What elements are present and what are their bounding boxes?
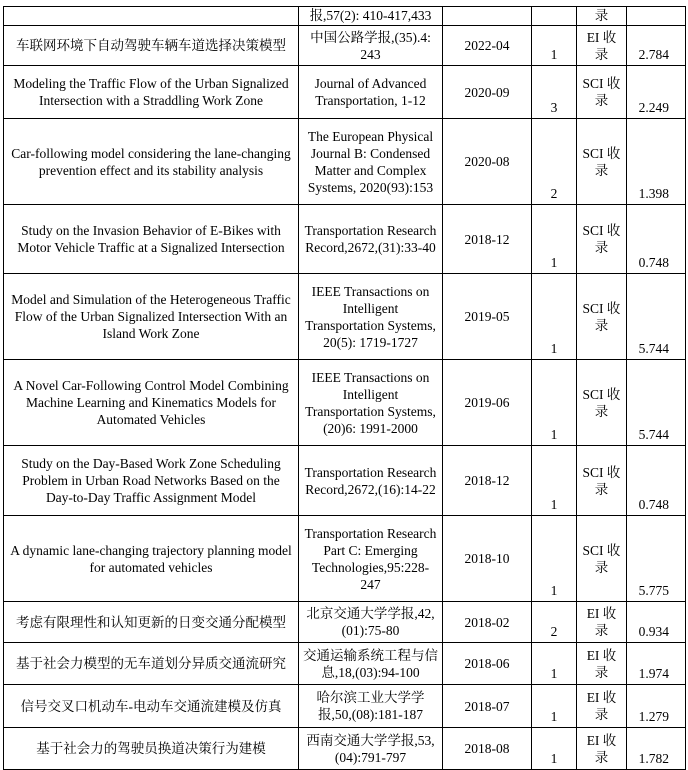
impact-factor-cell: 0.934 (627, 602, 686, 643)
count-cell: 1 (532, 274, 577, 360)
paper-title-cell: 信号交叉口机动车-电动车交通流建模及仿真 (4, 685, 299, 728)
venue-cell: 哈尔滨工业大学学报,50,(08):181-187 (299, 685, 443, 728)
paper-title-cell: Model and Simulation of the Heterogeneous Traffic Flow of the Urban Signalized Intersection With an Island Work Zone (4, 274, 299, 360)
index-cell: SCI 收录 (577, 516, 627, 602)
table-row (4, 119, 686, 205)
paper-title-cell: A Novel Car-Following Control Model Combining Machine Learning and Kinematics Models for Automated Vehicles (4, 360, 299, 446)
date-cell: 2020-09 (443, 66, 532, 119)
venue-cell: The European Physical Journal B: Condensed Matter and Complex Systems, 2020(93):153 (299, 119, 443, 205)
table-row (4, 728, 686, 770)
paper-title-cell (4, 7, 299, 26)
count-cell: 1 (532, 360, 577, 446)
impact-factor-cell: 0.748 (627, 205, 686, 274)
venue-cell: Transportation Research Part C: Emerging Technologies,95:228-247 (299, 516, 443, 602)
impact-factor-cell: 5.775 (627, 516, 686, 602)
date-cell: 2018-12 (443, 446, 532, 516)
table-row (4, 66, 686, 119)
impact-factor-cell: 2.784 (627, 26, 686, 66)
publication-table-body (4, 7, 686, 770)
index-cell: SCI 收录 (577, 119, 627, 205)
venue-cell: IEEE Transactions on Intelligent Transportation Systems, 20(5): 1719-1727 (299, 274, 443, 360)
index-cell: SCI 收录 (577, 360, 627, 446)
publication-table (3, 6, 686, 770)
paper-title-cell: 考虑有限理性和认知更新的日变交通分配模型 (4, 602, 299, 643)
count-cell: 1 (532, 643, 577, 685)
count-cell (532, 7, 577, 26)
index-cell: EI 收录 (577, 728, 627, 770)
venue-cell: 交通运输系统工程与信息,18,(03):94-100 (299, 643, 443, 685)
count-cell: 3 (532, 66, 577, 119)
impact-factor-cell: 1.782 (627, 728, 686, 770)
venue-cell: 报,57(2): 410-417,433 (299, 7, 443, 26)
date-cell: 2018-02 (443, 602, 532, 643)
count-cell: 1 (532, 26, 577, 66)
impact-factor-cell: 5.744 (627, 274, 686, 360)
paper-title-cell: 基于社会力模型的无车道划分异质交通流研究 (4, 643, 299, 685)
date-cell (443, 7, 532, 26)
paper-title-cell: 基于社会力的驾驶员换道决策行为建模 (4, 728, 299, 770)
table-row (4, 274, 686, 360)
index-cell: SCI 收录 (577, 274, 627, 360)
table-row (4, 516, 686, 602)
impact-factor-cell: 1.398 (627, 119, 686, 205)
index-cell: EI 收录 (577, 602, 627, 643)
table-row (4, 602, 686, 643)
count-cell: 1 (532, 516, 577, 602)
impact-factor-cell: 5.744 (627, 360, 686, 446)
count-cell: 2 (532, 602, 577, 643)
paper-title-cell: Study on the Day-Based Work Zone Scheduling Problem in Urban Road Networks Based on the Day-to-Day Traffic Assignment Model (4, 446, 299, 516)
paper-title-cell: Study on the Invasion Behavior of E-Bikes with Motor Vehicle Traffic at a Signalized Intersection (4, 205, 299, 274)
date-cell: 2022-04 (443, 26, 532, 66)
date-cell: 2018-07 (443, 685, 532, 728)
table-row (4, 7, 686, 26)
count-cell: 2 (532, 119, 577, 205)
venue-cell: Transportation Research Record,2672,(16):14-22 (299, 446, 443, 516)
table-row (4, 205, 686, 274)
index-cell: SCI 收录 (577, 446, 627, 516)
index-cell: 录 (577, 7, 627, 26)
index-cell: EI 收录 (577, 26, 627, 66)
paper-title-cell: Modeling the Traffic Flow of the Urban Signalized Intersection with a Straddling Work Zone (4, 66, 299, 119)
index-cell: SCI 收录 (577, 66, 627, 119)
venue-cell: Transportation Research Record,2672,(31):33-40 (299, 205, 443, 274)
date-cell: 2020-08 (443, 119, 532, 205)
table-row (4, 446, 686, 516)
count-cell: 1 (532, 728, 577, 770)
table-row (4, 360, 686, 446)
index-cell: SCI 收录 (577, 205, 627, 274)
date-cell: 2018-12 (443, 205, 532, 274)
index-cell: EI 收录 (577, 643, 627, 685)
venue-cell: 西南交通大学学报,53,(04):791-797 (299, 728, 443, 770)
impact-factor-cell (627, 7, 686, 26)
date-cell: 2018-10 (443, 516, 532, 602)
paper-title-cell: 车联网环境下自动驾驶车辆车道选择决策模型 (4, 26, 299, 66)
paper-title-cell: A dynamic lane-changing trajectory planning model for automated vehicles (4, 516, 299, 602)
date-cell: 2019-06 (443, 360, 532, 446)
paper-title-cell: Car-following model considering the lane-changing prevention effect and its stability analysis (4, 119, 299, 205)
date-cell: 2019-05 (443, 274, 532, 360)
count-cell: 1 (532, 685, 577, 728)
count-cell: 1 (532, 205, 577, 274)
date-cell: 2018-08 (443, 728, 532, 770)
venue-cell: 中国公路学报,(35).4: 243 (299, 26, 443, 66)
table-row (4, 26, 686, 66)
date-cell: 2018-06 (443, 643, 532, 685)
index-cell: EI 收录 (577, 685, 627, 728)
impact-factor-cell: 0.748 (627, 446, 686, 516)
count-cell: 1 (532, 446, 577, 516)
venue-cell: IEEE Transactions on Intelligent Transportation Systems, (20)6: 1991-2000 (299, 360, 443, 446)
impact-factor-cell: 2.249 (627, 66, 686, 119)
venue-cell: Journal of Advanced Transportation, 1-12 (299, 66, 443, 119)
impact-factor-cell: 1.974 (627, 643, 686, 685)
venue-cell: 北京交通大学学报,42,(01):75-80 (299, 602, 443, 643)
table-row (4, 685, 686, 728)
impact-factor-cell: 1.279 (627, 685, 686, 728)
table-row (4, 643, 686, 685)
